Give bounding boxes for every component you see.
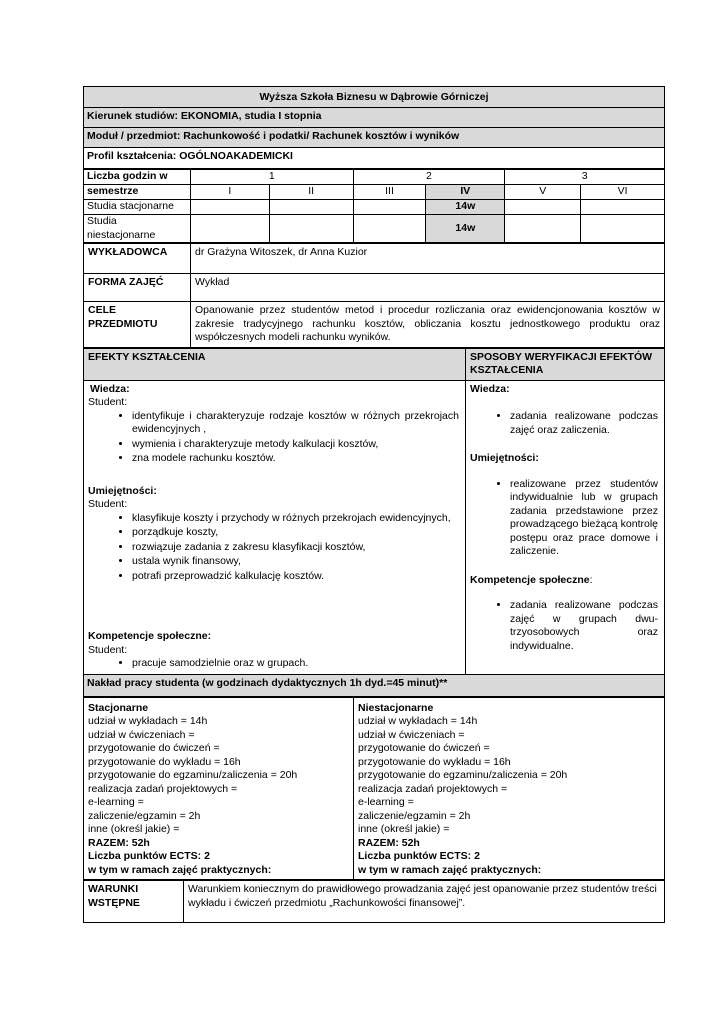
form-label: FORMA ZAJĘĆ xyxy=(84,274,191,302)
workload-line: przygotowanie do ćwiczeń = xyxy=(88,742,220,754)
lecturer-value: dr Grażyna Witoszek, dr Anna Kuzior xyxy=(191,244,665,274)
year-2: 2 xyxy=(353,170,505,185)
hours-cell: 14w xyxy=(426,200,505,215)
stationary-ects: Liczba punktów ECTS: 2 xyxy=(88,850,210,862)
verif-social-colon: : xyxy=(589,573,593,586)
workload-line: realizacja zadań projektowych = xyxy=(358,782,508,795)
stationary-practical: w tym w ramach zajęć praktycznych: xyxy=(88,863,272,876)
hours-cell xyxy=(505,200,581,215)
list-item: • zadania realizowane podczas zajęć oraz zaliczenia. xyxy=(510,410,658,437)
workload-line: przygotowanie do wykładu = 16h xyxy=(88,755,241,768)
social-title: Kompetencje społeczne: xyxy=(88,630,212,642)
verif-knowledge-title: Wiedza: xyxy=(470,382,510,395)
year-3: 3 xyxy=(505,170,665,185)
hours-cell xyxy=(505,215,581,243)
hours-cell xyxy=(269,215,353,243)
lecturer-label: WYKŁADOWCA xyxy=(84,244,191,274)
list-item: • identyfikuje i charakteryzuje rodzaje kosztów w różnych przekrojach ewidencyjnych , xyxy=(132,410,459,437)
list-item: • potrafi przeprowadzić kalkulację kosztów. xyxy=(132,570,461,584)
workload-line: e-learning = xyxy=(88,796,144,808)
syllabus-document xyxy=(83,86,665,923)
workload-line: przygotowanie do egzaminu/zaliczenia = 20h xyxy=(358,769,568,781)
effects-table xyxy=(83,348,665,675)
effects-header: EFEKTY KSZTAŁCENIA xyxy=(84,348,466,380)
skills-title: Umiejętności: xyxy=(88,484,157,497)
prereq-label-line: WARUNKI xyxy=(88,883,139,895)
form-value: Wykład xyxy=(191,274,665,302)
verif-skills-list xyxy=(470,478,660,559)
skills-list xyxy=(88,512,461,584)
workload-stationary xyxy=(84,697,354,880)
list-item: • zna modele rachunku kosztów. xyxy=(132,452,459,466)
course-info-table xyxy=(83,243,665,348)
hours-cell xyxy=(353,215,426,243)
student-label: Student: xyxy=(88,498,128,510)
list-item: • rozwiązuje zadania z zakresu klasyfikacji kosztów, xyxy=(132,541,461,555)
stationary-title: Stacjonarne xyxy=(88,701,149,714)
education-profile: Profil kształcenia: OGÓLNOAKADEMICKI xyxy=(83,148,665,169)
list-item: • pracuje samodzielnie oraz w grupach. xyxy=(132,657,461,671)
student-label: Student: xyxy=(88,643,128,656)
effects-content xyxy=(84,380,466,674)
prereq-label xyxy=(84,881,184,923)
workload-line: zaliczenie/egzamin = 2h xyxy=(88,809,201,822)
verification-content xyxy=(466,380,665,674)
row-name: Studia niestacjonarne xyxy=(84,215,191,243)
workload-line: udział w ćwiczeniach = xyxy=(358,728,465,741)
verif-skills-title: Umiejętności: xyxy=(470,452,539,464)
list-item: • klasyfikuje koszty i przychody w różnych przekrojach ewidencyjnych, xyxy=(132,512,461,526)
verif-social-list xyxy=(470,599,660,653)
hours-cell: 14w xyxy=(426,215,505,243)
goals-value: Opanowanie przez studentów metod i procedur rozliczania oraz ewidencjonowania kosztów w zakresie tradycyjnego rachunku kosztów, obliczania kosztu jednostkowego produktu oraz współczesnych modeli rachunku wyników. xyxy=(191,302,665,348)
workload-table xyxy=(83,697,665,881)
list-item: • wymienia i charakteryzuje metody kalkulacji kosztów, xyxy=(132,438,459,452)
prerequisites-table xyxy=(83,880,665,923)
workload-line: przygotowanie do egzaminu/zaliczenia = 20h xyxy=(88,769,298,781)
semester-4: IV xyxy=(426,185,505,200)
list-item: • zadania realizowane podczas zajęć w grupach dwu-trzyosobowych oraz indywidualne. xyxy=(510,599,658,653)
hours-cell xyxy=(190,200,269,215)
verif-social-heading xyxy=(470,574,660,588)
list-item: • realizowane przez studentów indywidualnie lub w grupach zadania przedstawione przez prowadzącego bieżącą kontrolę postępu oraz prace domowe i zaliczenie. xyxy=(510,478,658,559)
verif-knowledge-list xyxy=(470,410,660,437)
knowledge-title: Wiedza: xyxy=(90,382,130,395)
social-list xyxy=(88,657,461,671)
hours-row-nonstationary xyxy=(84,215,665,243)
hours-label-1: Liczba godzin w xyxy=(84,170,191,185)
hours-cell xyxy=(190,215,269,243)
student-label: Student: xyxy=(88,396,128,408)
workload-line: zaliczenie/egzamin = 2h xyxy=(358,809,471,822)
workload-line: inne (określ jakie) = xyxy=(358,823,450,835)
workload-line: przygotowanie do wykładu = 16h xyxy=(358,755,511,768)
hours-table xyxy=(83,169,665,243)
semester-1: I xyxy=(190,185,269,200)
workload-line: udział w ćwiczeniach = xyxy=(88,728,195,741)
stationary-total: RAZEM: 52h xyxy=(88,836,150,849)
list-item: • ustala wynik finansowy, xyxy=(132,555,461,569)
nonstationary-title: Niestacjonarne xyxy=(358,701,434,714)
year-1: 1 xyxy=(190,170,353,185)
hours-cell xyxy=(353,200,426,215)
prereq-value: Warunkiem koniecznym do prawidłowego prowadzania zajęć jest opanowanie przez studentów treści wykładu i ćwiczeń przedmiotu „Rachunkowości finansowej”. xyxy=(184,881,665,923)
verification-header: SPOSOBY WERYFIKACJI EFEKTÓW KSZTAŁCENIA xyxy=(466,348,665,380)
workload-line: realizacja zadań projektowych = xyxy=(88,782,238,795)
verif-social-title: Kompetencje społeczne xyxy=(470,573,590,586)
school-name: Wyższa Szkoła Biznesu w Dąbrowie Górniczej xyxy=(83,86,665,108)
nonstationary-ects: Liczba punktów ECTS: 2 xyxy=(358,850,480,862)
semester-5: V xyxy=(505,185,581,200)
workload-line: przygotowanie do ćwiczeń = xyxy=(358,742,490,754)
workload-line: e-learning = xyxy=(358,796,414,808)
workload-nonstationary xyxy=(354,697,665,880)
workload-line: udział w wykładach = 14h xyxy=(88,715,208,727)
workload-line: inne (określ jakie) = xyxy=(88,823,180,835)
nonstationary-practical: w tym w ramach zajęć praktycznych: xyxy=(358,863,542,876)
row-name: Studia stacjonarne xyxy=(84,200,191,215)
list-item: • porządkuje koszty, xyxy=(132,526,461,540)
hours-cell xyxy=(269,200,353,215)
workload-title: Nakład pracy studenta (w godzinach dydaktycznych 1h dyd.=45 minut)** xyxy=(83,675,665,697)
prereq-label-line: WSTĘPNE xyxy=(88,896,140,909)
hours-row-stationary xyxy=(84,200,665,215)
workload-line: udział w wykładach = 14h xyxy=(358,715,478,727)
semester-2: II xyxy=(269,185,353,200)
field-of-study: Kierunek studiów: EKONOMIA, studia I stopnia xyxy=(83,108,665,128)
hours-cell xyxy=(581,215,665,243)
module-title: Moduł / przedmiot: Rachunkowość i podatki/ Rachunek kosztów i wyników xyxy=(83,128,665,148)
goals-label: CELE PRZEDMIOTU xyxy=(84,302,191,348)
knowledge-list xyxy=(88,410,461,466)
nonstationary-total: RAZEM: 52h xyxy=(358,836,420,849)
hours-label-2: semestrze xyxy=(84,185,191,200)
semester-6: VI xyxy=(581,185,665,200)
semester-3: III xyxy=(353,185,426,200)
hours-cell xyxy=(581,200,665,215)
